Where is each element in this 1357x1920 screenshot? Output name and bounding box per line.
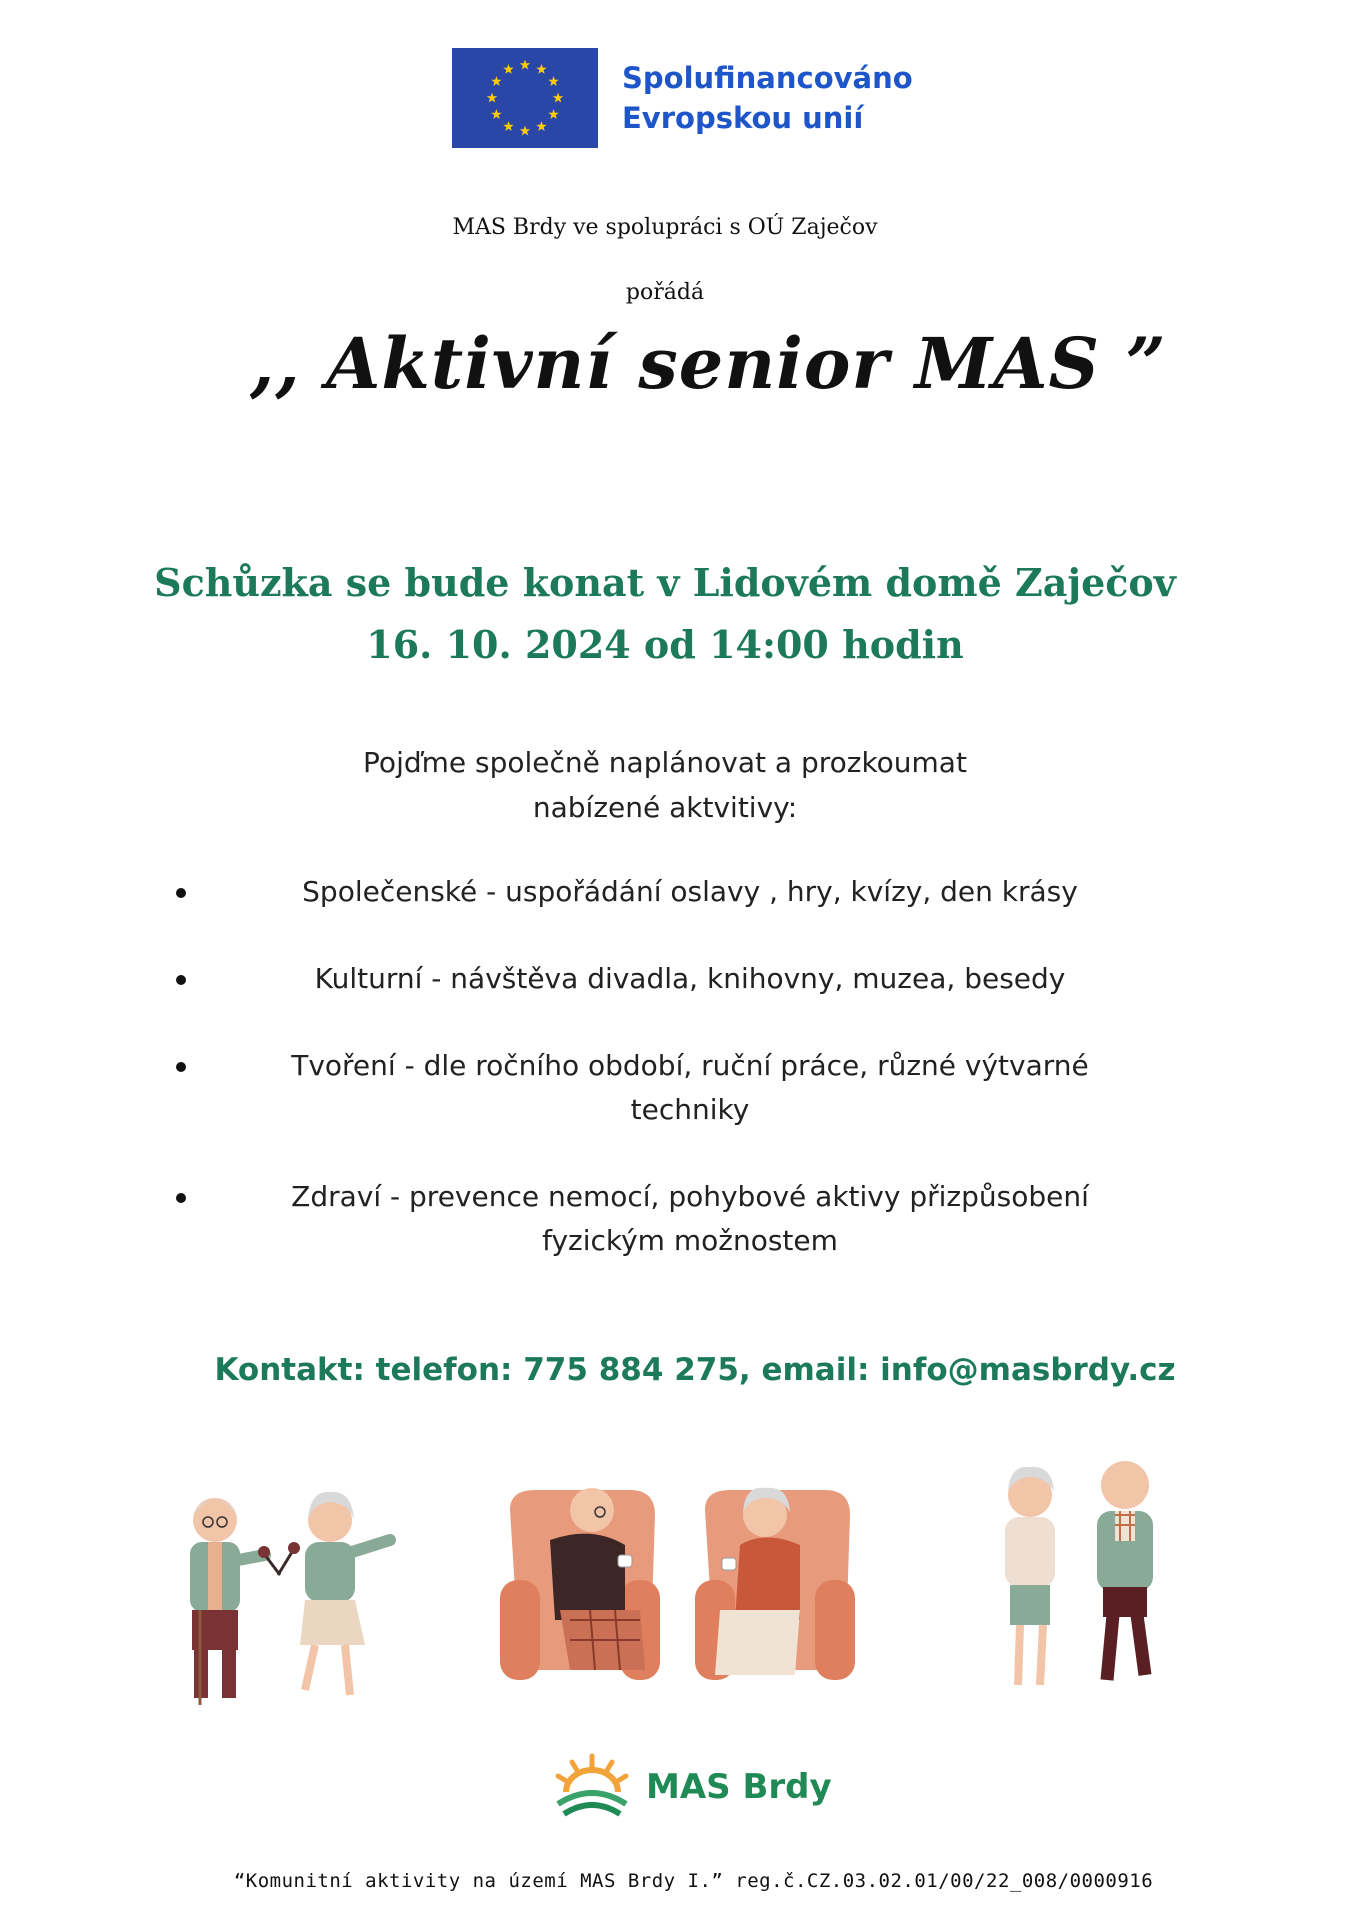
mas-sun-icon [552, 1752, 632, 1822]
eu-text-line1: Spolufinancováno [622, 61, 913, 95]
organizer-line: MAS Brdy ve spolupráci s OÚ Zaječov [452, 215, 878, 240]
list-item-line1: Společenské - uspořádání oslavy , hry, kvízy, den krásy [302, 875, 1078, 908]
intro-line1: Pojďme společně naplánovat a prozkoumat [363, 746, 967, 779]
bullet-icon [176, 1193, 186, 1203]
list-item-text [250, 870, 1130, 914]
list-item-line2: fyzickým možnostem [542, 1224, 838, 1257]
mas-brdy-logo [552, 1752, 832, 1822]
mas-logo-text: MAS Brdy [646, 1767, 832, 1807]
list-item-line1: Zdraví - prevence nemocí, pohybové aktivy přizpůsobení [291, 1180, 1089, 1213]
bullet-icon [176, 975, 186, 985]
footer-registration: “Komunitní aktivity na území MAS Brdy I.” reg.č.CZ.03.02.01/00/22_008/0000916 [233, 1870, 1154, 1892]
seniors-armchairs-tea-illustration [500, 1470, 860, 1710]
list-item-text [250, 957, 1130, 1001]
list-item-line1: Tvoření - dle ročního období, ruční práce, různé výtvarné [291, 1049, 1089, 1082]
meeting-place: Schůzka se bude konat v Lidovém domě Zaječov [154, 560, 1176, 605]
intro-text [0, 740, 1330, 830]
seniors-walking-illustration [985, 1455, 1185, 1705]
meeting-date: 16. 10. 2024 od 14:00 hodin [366, 622, 964, 667]
contact-line: Kontakt: telefon: 775 884 275, email: info@masbrdy.cz [214, 1352, 1176, 1388]
bullet-icon [176, 888, 186, 898]
meeting-info [0, 552, 1330, 676]
page-title: ,, Aktivní senior MAS ” [250, 322, 1167, 405]
list-item-line1: Kulturní - návštěva divadla, knihovny, muzea, besedy [314, 962, 1066, 995]
eu-cofinancing-banner [452, 48, 913, 148]
list-item-text [250, 1175, 1130, 1263]
list-item-text [250, 1044, 1130, 1132]
organizes-line: pořádá [625, 280, 705, 305]
seniors-singing-illustration [160, 1480, 420, 1720]
bullet-icon [176, 1062, 186, 1072]
eu-cofinancing-text [622, 58, 913, 138]
list-item-line2: techniky [630, 1093, 750, 1126]
eu-flag-icon [452, 48, 598, 148]
eu-text-line2: Evropskou unií [622, 101, 864, 135]
intro-line2: nabízené aktvitivy: [532, 791, 798, 824]
